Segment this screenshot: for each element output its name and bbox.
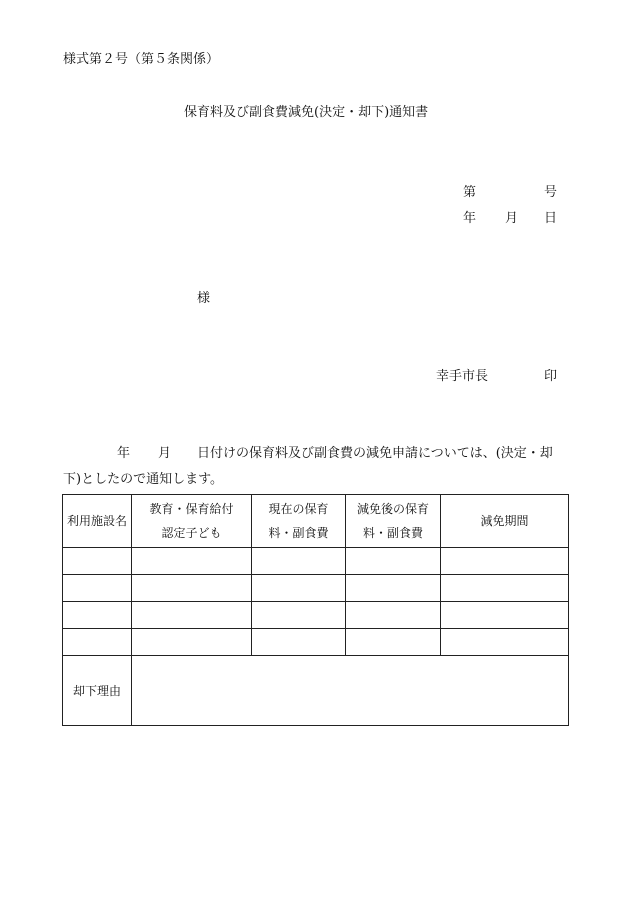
rejection-reason-row — [63, 656, 569, 726]
rejection-reason-label: 却下理由 — [63, 656, 132, 726]
reduction-table — [62, 494, 569, 726]
table-cell[interactable] — [63, 548, 132, 575]
document-number-prefix: 第 — [463, 185, 477, 200]
table-row — [63, 602, 569, 629]
table-cell[interactable] — [252, 575, 346, 602]
form-number: 様式第２号（第５条関係） — [63, 52, 220, 67]
table-cell[interactable] — [441, 548, 569, 575]
table-row — [63, 629, 569, 656]
table-cell[interactable] — [63, 575, 132, 602]
document-number-suffix: 号 — [544, 185, 558, 200]
table-header-row — [63, 495, 569, 548]
table-cell[interactable] — [132, 548, 252, 575]
table-row — [63, 548, 569, 575]
header-current-fee: 現在の保育 料・副食費 — [252, 495, 346, 548]
table-cell[interactable] — [132, 602, 252, 629]
addressee-honorific: 様 — [197, 291, 211, 306]
body-text-rest: 日付けの保育料及び副食費の減免申請については、(決定・却 — [197, 446, 553, 461]
issuer-seal: 印 — [544, 369, 558, 384]
table-cell[interactable] — [252, 602, 346, 629]
table-cell[interactable] — [63, 602, 132, 629]
body-text-line-2: 下)としたので通知します。 — [63, 472, 224, 487]
issuer-name: 幸手市長 — [436, 369, 489, 384]
document-title: 保育料及び副食費減免(決定・却下)通知書 — [184, 105, 429, 120]
table-cell[interactable] — [63, 629, 132, 656]
body-year-label: 年 — [117, 446, 131, 461]
rejection-reason-field[interactable] — [132, 656, 569, 726]
table-cell[interactable] — [441, 629, 569, 656]
table-cell[interactable] — [346, 602, 441, 629]
date-day-label: 日 — [544, 211, 558, 226]
header-reduction-period: 減免期間 — [441, 495, 569, 548]
date-month-label: 月 — [505, 211, 519, 226]
table-cell[interactable] — [132, 629, 252, 656]
table-cell[interactable] — [441, 575, 569, 602]
date-year-label: 年 — [463, 211, 477, 226]
table-cell[interactable] — [441, 602, 569, 629]
header-facility-name: 利用施設名 — [63, 495, 132, 548]
table-cell[interactable] — [252, 548, 346, 575]
body-month-label: 月 — [158, 446, 172, 461]
table-cell[interactable] — [252, 629, 346, 656]
table-cell[interactable] — [346, 548, 441, 575]
table-row — [63, 575, 569, 602]
table-cell[interactable] — [346, 575, 441, 602]
header-certified-child: 教育・保育給付 認定子ども — [132, 495, 252, 548]
table-cell[interactable] — [132, 575, 252, 602]
header-reduced-fee: 減免後の保育 料・副食費 — [346, 495, 441, 548]
table-cell[interactable] — [346, 629, 441, 656]
